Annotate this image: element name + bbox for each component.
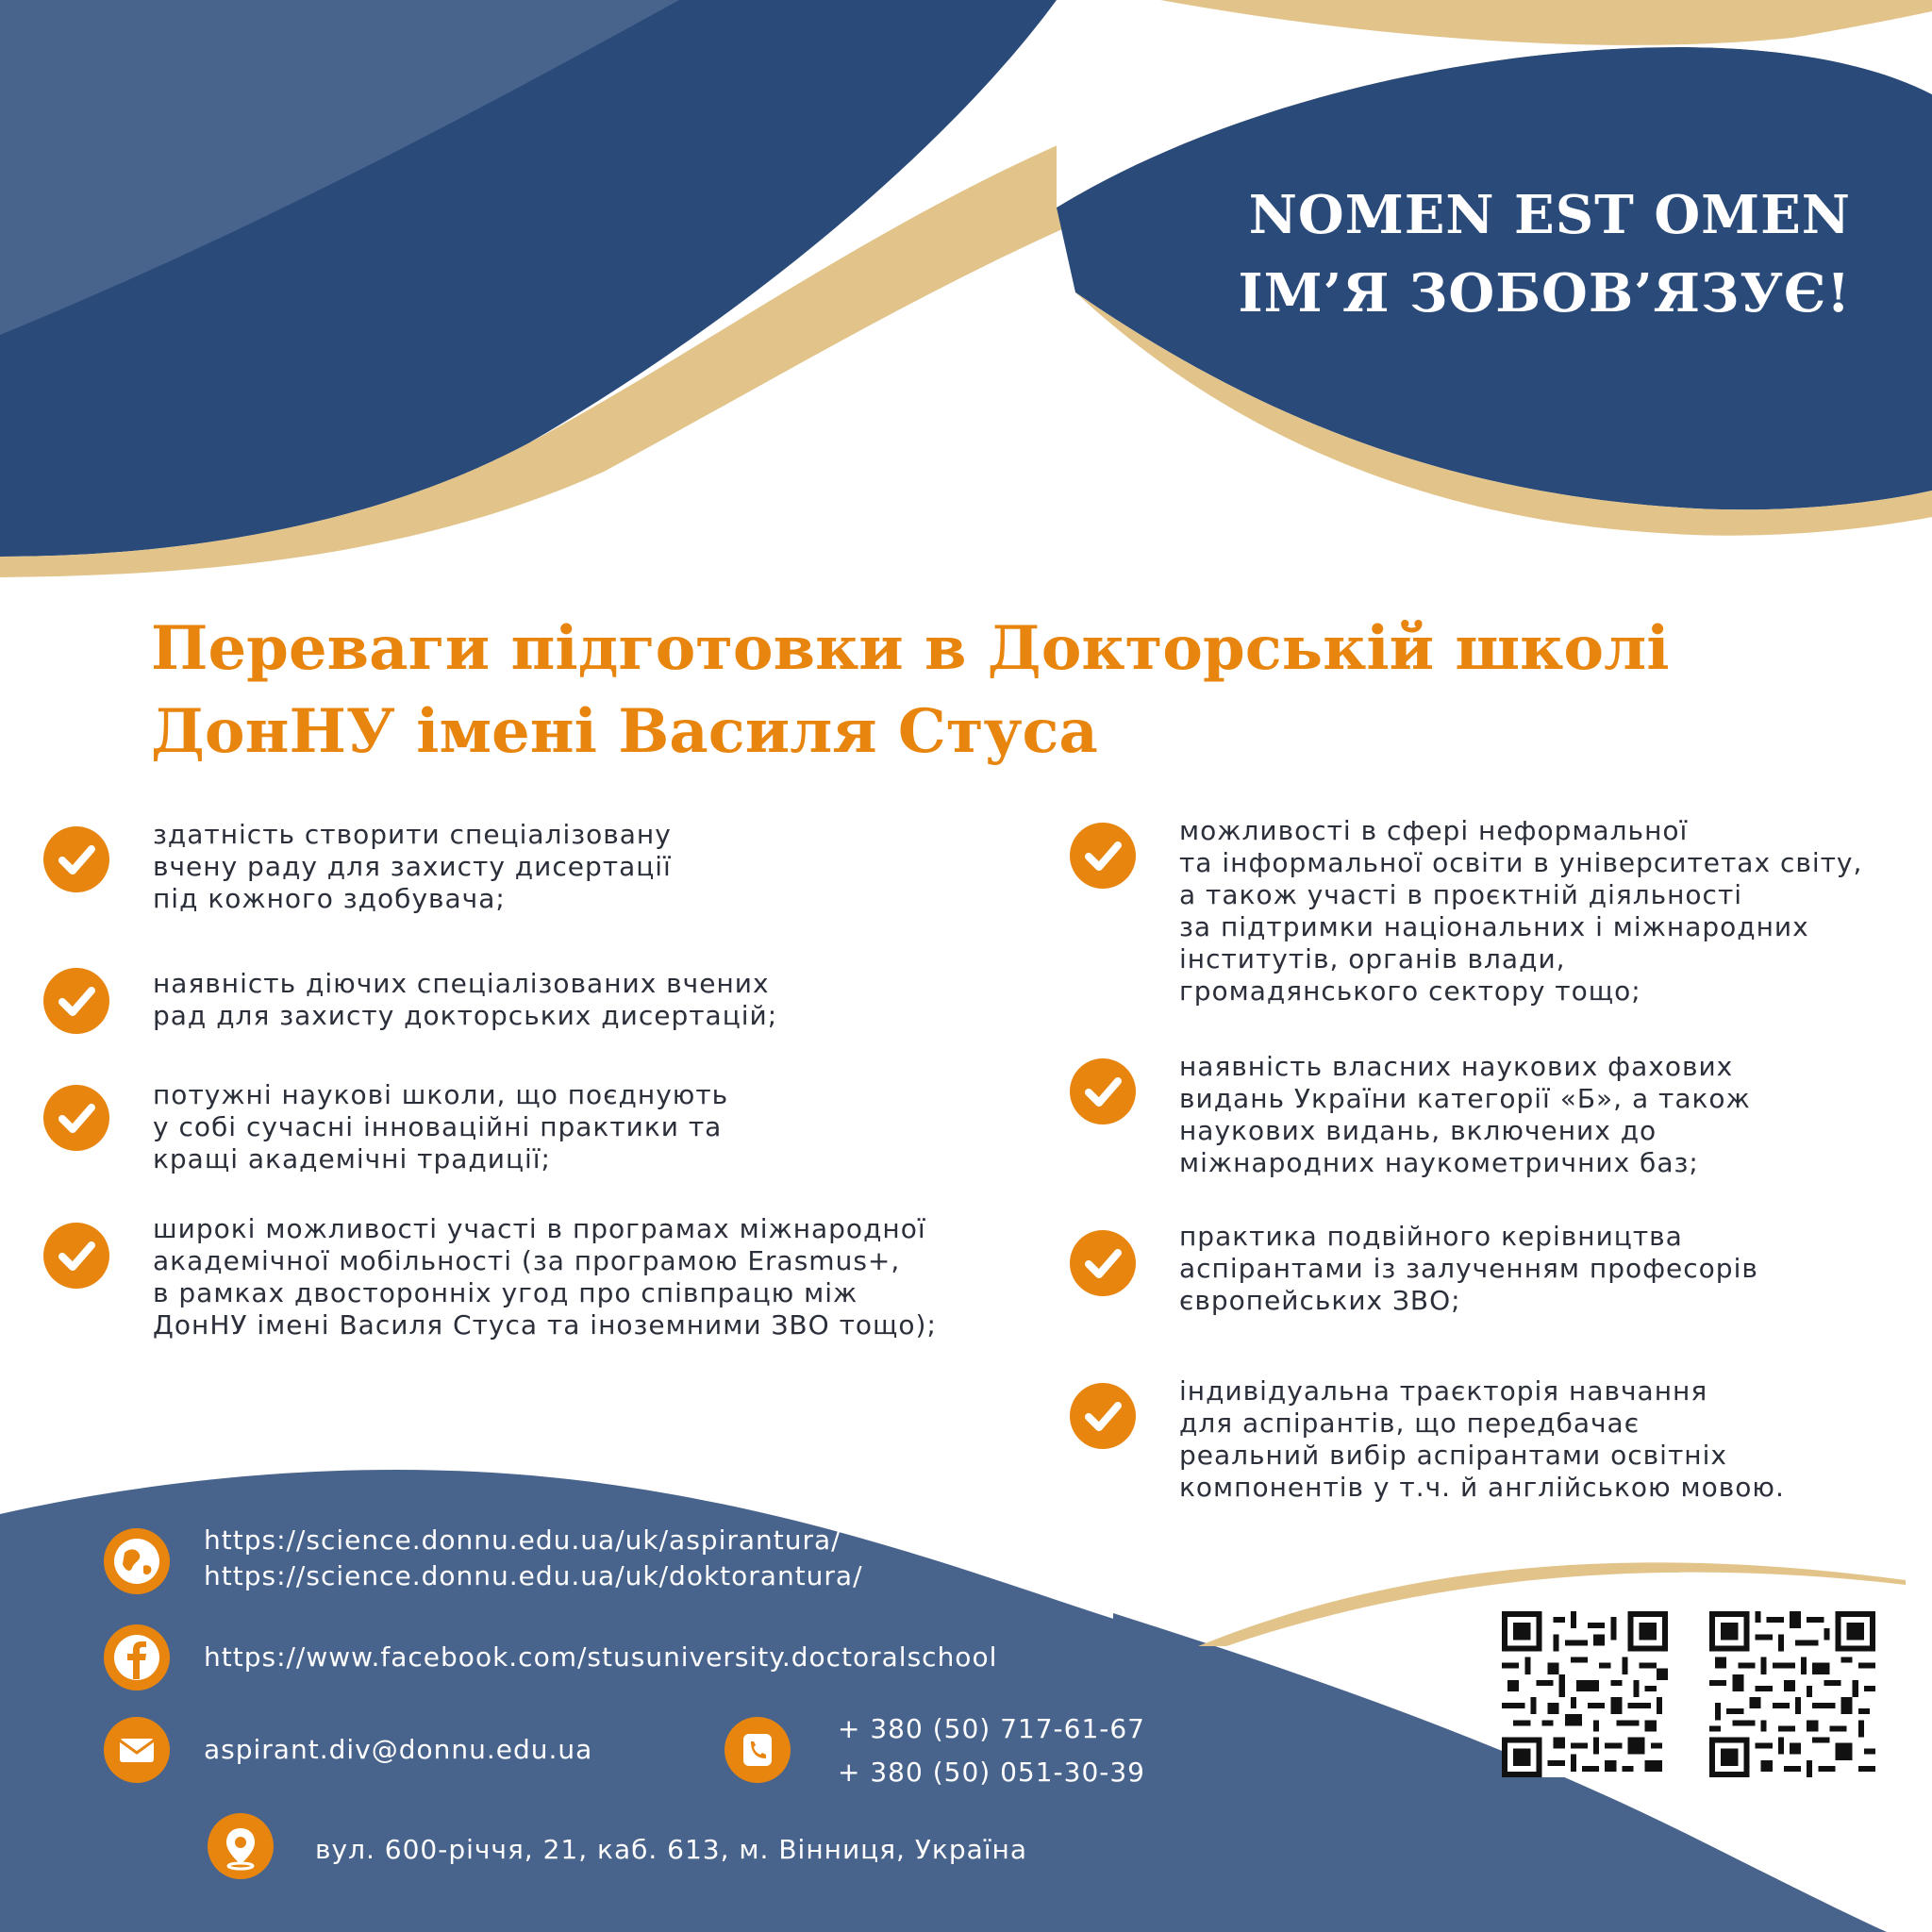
motto-ukrainian: ІМ’Я ЗОБОВ’ЯЗУЄ!: [1238, 262, 1851, 325]
check-icon: [43, 1223, 109, 1289]
check-icon: [43, 968, 109, 1034]
qr-code-icon: [1502, 1611, 1668, 1777]
phone-icon: [724, 1717, 791, 1783]
email-link[interactable]: aspirant.div@donnu.edu.ua: [204, 1734, 593, 1765]
address-text: вул. 600-річчя, 21, каб. 613, м. Вінниця, Україна: [315, 1834, 1027, 1865]
benefit-text: наявність діючих спеціалізованих вчених рад для захисту докторських дисертацій;: [153, 968, 778, 1031]
check-icon: [1070, 1383, 1136, 1449]
benefit-text: індивідуальна траєкторія навчання для аспірантів, що передбачає реальний вибір аспірантами освітніх компонентів у т.ч. й англійською мовою.: [1179, 1375, 1785, 1503]
check-icon: [1070, 1230, 1136, 1296]
phone-1[interactable]: + 380 (50) 717-61-67: [838, 1713, 1145, 1744]
check-icon: [43, 826, 109, 892]
benefit-text: здатність створити спеціалізовану вчену раду для захисту дисертації під кожного здобувача;: [153, 819, 672, 914]
facebook-link[interactable]: https://www.facebook.com/stusuniversity.doctoralschool: [204, 1641, 998, 1673]
headline-line-1: Переваги підготовки в Докторській школі: [151, 613, 1670, 684]
envelope-icon: [104, 1717, 170, 1783]
globe-icon: [104, 1528, 170, 1594]
location-pin-icon: [208, 1813, 274, 1879]
motto-latin: NOMEN EST OMEN: [1248, 184, 1851, 246]
check-icon: [43, 1085, 109, 1151]
phone-2[interactable]: + 380 (50) 051-30-39: [838, 1757, 1145, 1788]
benefit-text: можливості в сфері неформальної та інформальної освіти в університетах світу, а також участі в проєктній діяльності за підтримки національних і міжнародних інститутів, органів влади, громадянського сектору тощо;: [1179, 815, 1863, 1007]
facebook-icon: [104, 1624, 170, 1690]
benefit-text: широкі можливості участі в програмах міжнародної академічної мобільності (за програмою Erasmus+, в рамках двосторонніх угод про співпрацю між ДонНУ імені Василя Стуса та іноземними ЗВО тощо);: [153, 1213, 937, 1341]
benefit-text: практика подвійного керівництва аспірантами із залученням професорів європейських ЗВО;: [1179, 1221, 1758, 1316]
benefit-text: наявність власних наукових фахових видань України категорії «Б», а також наукових видань, включених до міжнародних наукометричних баз;: [1179, 1051, 1751, 1178]
website-link-1[interactable]: https://science.donnu.edu.ua/uk/aspirantura/: [204, 1524, 841, 1556]
website-link-2[interactable]: https://science.donnu.edu.ua/uk/doktorantura/: [204, 1560, 863, 1591]
headline-line-2: ДонНУ імені Василя Стуса: [151, 696, 1098, 767]
benefit-text: потужні наукові школи, що поєднують у собі сучасні інноваційні практики та кращі академічні традиції;: [153, 1079, 729, 1174]
qr-code-icon: [1709, 1611, 1875, 1777]
check-icon: [1070, 823, 1136, 889]
check-icon: [1070, 1058, 1136, 1124]
